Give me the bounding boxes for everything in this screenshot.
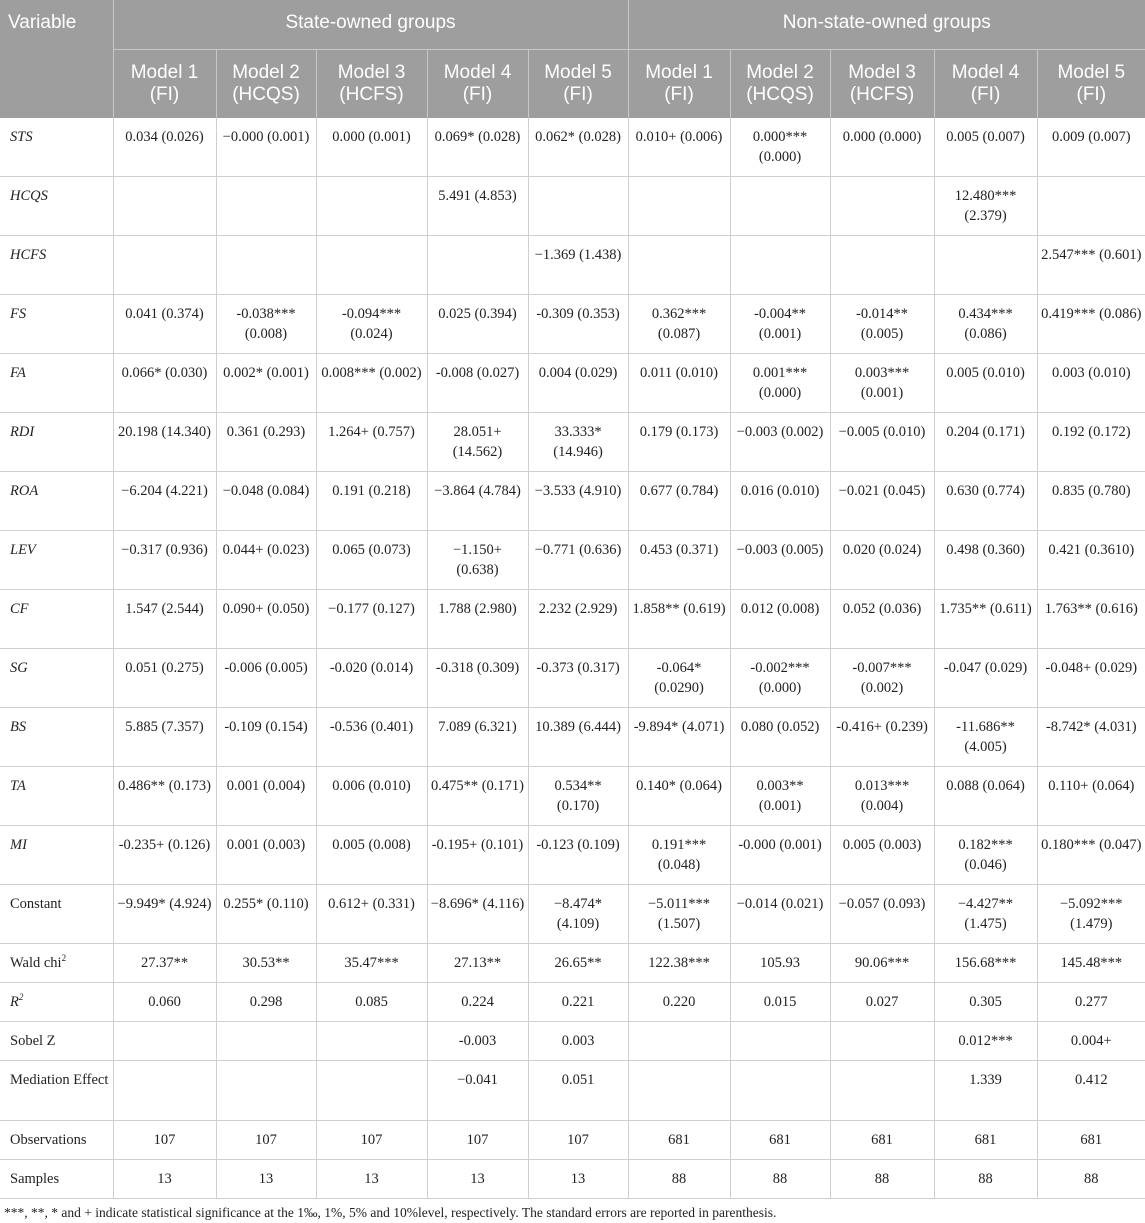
table-cell: 0.088 (0.064) — [934, 767, 1037, 826]
table-cell — [316, 1022, 427, 1061]
table-cell: 1.547 (2.544) — [113, 590, 216, 649]
table-cell: -0.094*** (0.024) — [316, 295, 427, 354]
table-cell: 0.090+ (0.050) — [216, 590, 316, 649]
table-cell: 88 — [628, 1160, 730, 1199]
model-header: Model 4 (FI) — [934, 49, 1037, 118]
table-cell: 0.534** (0.170) — [528, 767, 628, 826]
table-body — [0, 118, 1145, 1199]
row-label: LEV — [0, 531, 113, 590]
table-cell: 0.010+ (0.006) — [628, 118, 730, 177]
table-cell — [528, 177, 628, 236]
table-cell: −0.003 (0.002) — [730, 413, 830, 472]
row-label: TA — [0, 767, 113, 826]
table-cell: 0.069* (0.028) — [427, 118, 528, 177]
table-cell: 0.298 — [216, 983, 316, 1022]
table-cell: −0.771 (0.636) — [528, 531, 628, 590]
table-cell: 27.13** — [427, 944, 528, 983]
table-cell: -0.014** (0.005) — [830, 295, 934, 354]
table-cell: −4.427** (1.475) — [934, 885, 1037, 944]
table-cell: 0.003 (0.010) — [1037, 354, 1145, 413]
superscript: 2 — [18, 992, 24, 1003]
table-cell: 0.009 (0.007) — [1037, 118, 1145, 177]
table-cell: 0.498 (0.360) — [934, 531, 1037, 590]
table-cell — [730, 177, 830, 236]
table-cell: -0.020 (0.014) — [316, 649, 427, 708]
table-cell: 0.204 (0.171) — [934, 413, 1037, 472]
table-cell — [628, 1022, 730, 1061]
table-cell: 1.339 — [934, 1061, 1037, 1121]
table-cell: 0.000*** (0.000) — [730, 118, 830, 177]
row-label: Sobel Z — [0, 1022, 113, 1061]
table-cell: 0.003** (0.001) — [730, 767, 830, 826]
non-state-owned-header: Non-state-owned groups — [628, 0, 1145, 49]
table-row — [0, 708, 1145, 767]
table-cell: 5.885 (7.357) — [113, 708, 216, 767]
table-cell — [316, 1061, 427, 1121]
table-cell — [316, 236, 427, 295]
table-cell: 0.052 (0.036) — [830, 590, 934, 649]
table-cell: 0.224 — [427, 983, 528, 1022]
table-cell: 13 — [427, 1160, 528, 1199]
table-cell: -8.742* (4.031) — [1037, 708, 1145, 767]
table-cell: 0.066* (0.030) — [113, 354, 216, 413]
table-cell: -0.000 (0.001) — [730, 826, 830, 885]
table-cell — [216, 236, 316, 295]
table-cell: 0.140* (0.064) — [628, 767, 730, 826]
table-cell: −9.949* (4.924) — [113, 885, 216, 944]
table-cell: -0.048+ (0.029) — [1037, 649, 1145, 708]
table-cell: 0.004 (0.029) — [528, 354, 628, 413]
table-cell: 681 — [934, 1121, 1037, 1160]
table-row — [0, 649, 1145, 708]
variable-header: Variable — [0, 0, 113, 118]
table-cell — [113, 177, 216, 236]
table-cell: 26.65** — [528, 944, 628, 983]
table-cell: 0.361 (0.293) — [216, 413, 316, 472]
table-cell — [113, 1061, 216, 1121]
table-cell: 156.68*** — [934, 944, 1037, 983]
table-cell: −0.177 (0.127) — [316, 590, 427, 649]
table-cell: 0.062* (0.028) — [528, 118, 628, 177]
table-row — [0, 295, 1145, 354]
table-cell: 0.486** (0.173) — [113, 767, 216, 826]
table-cell: 0.020 (0.024) — [830, 531, 934, 590]
row-label: BS — [0, 708, 113, 767]
table-cell: 0.080 (0.052) — [730, 708, 830, 767]
table-cell: −3.533 (4.910) — [528, 472, 628, 531]
model-header: Model 3 (HCFS) — [830, 49, 934, 118]
table-cell — [1037, 177, 1145, 236]
table-cell — [427, 236, 528, 295]
row-label: Mediation Effect — [0, 1061, 113, 1121]
table-cell: 0.005 (0.010) — [934, 354, 1037, 413]
table-cell: -9.894* (4.071) — [628, 708, 730, 767]
table-row — [0, 1160, 1145, 1199]
table-cell: 107 — [113, 1121, 216, 1160]
table-cell: −0.057 (0.093) — [830, 885, 934, 944]
table-cell: 13 — [113, 1160, 216, 1199]
table-row — [0, 1022, 1145, 1061]
table-cell: 0.051 (0.275) — [113, 649, 216, 708]
table-cell: 0.110+ (0.064) — [1037, 767, 1145, 826]
table-cell: -11.686** (4.005) — [934, 708, 1037, 767]
table-cell: -0.536 (0.401) — [316, 708, 427, 767]
table-cell: 0.004+ — [1037, 1022, 1145, 1061]
table-cell — [216, 1022, 316, 1061]
table-row — [0, 236, 1145, 295]
state-owned-header: State-owned groups — [113, 0, 628, 49]
table-cell: −5.011*** (1.507) — [628, 885, 730, 944]
table-cell — [730, 1022, 830, 1061]
table-cell: 107 — [528, 1121, 628, 1160]
table-cell: -0.309 (0.353) — [528, 295, 628, 354]
table-cell: 0.191 (0.218) — [316, 472, 427, 531]
table-cell: 105.93 — [730, 944, 830, 983]
table-cell: 0.012 (0.008) — [730, 590, 830, 649]
table-cell: 5.491 (4.853) — [427, 177, 528, 236]
table-row — [0, 354, 1145, 413]
table-cell: 0.001 (0.003) — [216, 826, 316, 885]
table-row — [0, 118, 1145, 177]
table-cell: 0.027 — [830, 983, 934, 1022]
table-cell: 0.000 (0.000) — [830, 118, 934, 177]
table-cell: 681 — [1037, 1121, 1145, 1160]
table-cell — [830, 236, 934, 295]
table-cell: 1.763** (0.616) — [1037, 590, 1145, 649]
table-cell: 0.277 — [1037, 983, 1145, 1022]
table-cell: 10.389 (6.444) — [528, 708, 628, 767]
table-row — [0, 590, 1145, 649]
table-cell: 7.089 (6.321) — [427, 708, 528, 767]
table-cell — [830, 177, 934, 236]
table-cell: 13 — [316, 1160, 427, 1199]
table-cell: 0.192 (0.172) — [1037, 413, 1145, 472]
table-cell: 0.475** (0.171) — [427, 767, 528, 826]
table-cell: 0.003 — [528, 1022, 628, 1061]
table-cell: −1.369 (1.438) — [528, 236, 628, 295]
table-cell: −0.021 (0.045) — [830, 472, 934, 531]
table-cell: −0.000 (0.001) — [216, 118, 316, 177]
table-cell: −0.003 (0.005) — [730, 531, 830, 590]
table-cell — [628, 177, 730, 236]
table-footnote: ***, **, * and + indicate statistical significance at the 1‰, 1%, 5% and 10%level, respectively. The standard errors are reported in parenthesis. — [4, 1205, 777, 1220]
model-header: Model 1 (FI) — [113, 49, 216, 118]
table-cell: 0.060 — [113, 983, 216, 1022]
table-cell: -0.038*** (0.008) — [216, 295, 316, 354]
table-cell: 0.220 — [628, 983, 730, 1022]
table-row — [0, 1121, 1145, 1160]
table-cell: 0.085 — [316, 983, 427, 1022]
table-cell: -0.007*** (0.002) — [830, 649, 934, 708]
table-cell: 88 — [934, 1160, 1037, 1199]
table-cell — [730, 1061, 830, 1121]
model-header: Model 5 (FI) — [1037, 49, 1145, 118]
row-label: HCQS — [0, 177, 113, 236]
table-cell: 2.547*** (0.601) — [1037, 236, 1145, 295]
table-cell: 2.232 (2.929) — [528, 590, 628, 649]
table-cell: 0.362*** (0.087) — [628, 295, 730, 354]
table-cell — [830, 1022, 934, 1061]
table-cell: 0.835 (0.780) — [1037, 472, 1145, 531]
table-cell: -0.123 (0.109) — [528, 826, 628, 885]
table-cell: 88 — [1037, 1160, 1145, 1199]
superscript: 2 — [61, 953, 67, 964]
table-row — [0, 531, 1145, 590]
table-cell: 0.001*** (0.000) — [730, 354, 830, 413]
table-cell: 0.255* (0.110) — [216, 885, 316, 944]
row-label: CF — [0, 590, 113, 649]
table-row — [0, 1061, 1145, 1121]
table-cell: -0.195+ (0.101) — [427, 826, 528, 885]
table-row — [0, 983, 1145, 1022]
table-cell: −1.150+ (0.638) — [427, 531, 528, 590]
table-cell: 0.013*** (0.004) — [830, 767, 934, 826]
row-label: HCFS — [0, 236, 113, 295]
row-label: ROA — [0, 472, 113, 531]
table-row — [0, 177, 1145, 236]
table-cell: 0.015 — [730, 983, 830, 1022]
table-cell — [113, 1022, 216, 1061]
table-cell: 681 — [628, 1121, 730, 1160]
row-label: MI — [0, 826, 113, 885]
table-cell: −6.204 (4.221) — [113, 472, 216, 531]
table-cell: 0.006 (0.010) — [316, 767, 427, 826]
table-cell: 88 — [830, 1160, 934, 1199]
table-cell — [628, 236, 730, 295]
table-cell: -0.006 (0.005) — [216, 649, 316, 708]
table-cell: −0.014 (0.021) — [730, 885, 830, 944]
model-header: Model 4 (FI) — [427, 49, 528, 118]
table-cell: 107 — [427, 1121, 528, 1160]
table-cell: 0.000 (0.001) — [316, 118, 427, 177]
table-cell: 90.06*** — [830, 944, 934, 983]
table-cell: 0.630 (0.774) — [934, 472, 1037, 531]
table-cell: 0.180*** (0.047) — [1037, 826, 1145, 885]
table-cell: -0.047 (0.029) — [934, 649, 1037, 708]
table-cell: 30.53** — [216, 944, 316, 983]
table-cell — [216, 177, 316, 236]
row-label: RDI — [0, 413, 113, 472]
model-header: Model 1 (FI) — [628, 49, 730, 118]
table-cell: 0.182*** (0.046) — [934, 826, 1037, 885]
table-cell: 0.005 (0.003) — [830, 826, 934, 885]
table-cell: 0.677 (0.784) — [628, 472, 730, 531]
table-cell: −0.005 (0.010) — [830, 413, 934, 472]
table-cell: 0.008*** (0.002) — [316, 354, 427, 413]
table-cell: 27.37** — [113, 944, 216, 983]
table-cell: 0.421 (0.3610) — [1037, 531, 1145, 590]
table-cell: −0.048 (0.084) — [216, 472, 316, 531]
table-cell: 0.005 (0.008) — [316, 826, 427, 885]
table-cell: -0.003 — [427, 1022, 528, 1061]
table-cell: 0.065 (0.073) — [316, 531, 427, 590]
table-cell: 122.38*** — [628, 944, 730, 983]
table-cell — [934, 236, 1037, 295]
table-row — [0, 826, 1145, 885]
table-cell: 0.002* (0.001) — [216, 354, 316, 413]
table-row — [0, 944, 1145, 983]
table-cell — [316, 177, 427, 236]
table-cell: 13 — [528, 1160, 628, 1199]
table-cell: −5.092*** (1.479) — [1037, 885, 1145, 944]
row-label: Constant — [0, 885, 113, 944]
table-cell: 0.025 (0.394) — [427, 295, 528, 354]
table-cell: 33.333* (14.946) — [528, 413, 628, 472]
row-label: FA — [0, 354, 113, 413]
table-cell: 28.051+ (14.562) — [427, 413, 528, 472]
table-cell: 107 — [216, 1121, 316, 1160]
table-cell: 1.788 (2.980) — [427, 590, 528, 649]
table-cell: −3.864 (4.784) — [427, 472, 528, 531]
table-cell: -0.373 (0.317) — [528, 649, 628, 708]
table-cell: 1.264+ (0.757) — [316, 413, 427, 472]
table-cell: 107 — [316, 1121, 427, 1160]
table-cell: −8.474* (4.109) — [528, 885, 628, 944]
table-row — [0, 885, 1145, 944]
table-cell: 0.221 — [528, 983, 628, 1022]
table-cell — [730, 236, 830, 295]
table-cell: 0.003*** (0.001) — [830, 354, 934, 413]
model-header: Model 2 (HCQS) — [216, 49, 316, 118]
table-cell: 681 — [730, 1121, 830, 1160]
table-cell: 0.179 (0.173) — [628, 413, 730, 472]
table-row — [0, 767, 1145, 826]
table-cell: -0.008 (0.027) — [427, 354, 528, 413]
table-cell: 0.044+ (0.023) — [216, 531, 316, 590]
row-label: FS — [0, 295, 113, 354]
table-cell: 0.051 — [528, 1061, 628, 1121]
row-label: STS — [0, 118, 113, 177]
table-cell: 145.48*** — [1037, 944, 1145, 983]
table-cell: 0.305 — [934, 983, 1037, 1022]
table-cell — [830, 1061, 934, 1121]
model-header: Model 2 (HCQS) — [730, 49, 830, 118]
table-cell: 12.480*** (2.379) — [934, 177, 1037, 236]
model-header: Model 5 (FI) — [528, 49, 628, 118]
row-label: Wald chi$^2$ — [0, 944, 113, 983]
table-cell: 0.419*** (0.086) — [1037, 295, 1145, 354]
table-cell: 35.47*** — [316, 944, 427, 983]
table-cell: 0.041 (0.374) — [113, 295, 216, 354]
model-header: Model 3 (HCFS) — [316, 49, 427, 118]
table-cell — [113, 236, 216, 295]
table-cell: 0.011 (0.010) — [628, 354, 730, 413]
row-label: Observations — [0, 1121, 113, 1160]
table-cell: 0.453 (0.371) — [628, 531, 730, 590]
table-cell — [628, 1061, 730, 1121]
table-cell: 0.012*** — [934, 1022, 1037, 1061]
table-cell: −0.317 (0.936) — [113, 531, 216, 590]
table-cell: -0.235+ (0.126) — [113, 826, 216, 885]
table-cell: -0.002*** (0.000) — [730, 649, 830, 708]
table-cell: 13 — [216, 1160, 316, 1199]
table-cell: 0.001 (0.004) — [216, 767, 316, 826]
table-cell: 0.005 (0.007) — [934, 118, 1037, 177]
model-header-row — [0, 49, 1145, 118]
table-cell — [216, 1061, 316, 1121]
table-cell: 88 — [730, 1160, 830, 1199]
row-label: $R^2$ — [0, 983, 113, 1022]
row-label: Samples — [0, 1160, 113, 1199]
table-cell: 681 — [830, 1121, 934, 1160]
table-cell: -0.004** (0.001) — [730, 295, 830, 354]
table-cell: 0.434*** (0.086) — [934, 295, 1037, 354]
table-cell: 0.191*** (0.048) — [628, 826, 730, 885]
table-cell: 0.412 — [1037, 1061, 1145, 1121]
table-cell: -0.416+ (0.239) — [830, 708, 934, 767]
table-cell: 1.858** (0.619) — [628, 590, 730, 649]
table-row — [0, 472, 1145, 531]
table-cell: 0.016 (0.010) — [730, 472, 830, 531]
table-cell: 0.612+ (0.331) — [316, 885, 427, 944]
table-cell: -0.064* (0.0290) — [628, 649, 730, 708]
table-cell: 1.735** (0.611) — [934, 590, 1037, 649]
row-label: SG — [0, 649, 113, 708]
table-cell: 0.034 (0.026) — [113, 118, 216, 177]
table-cell: 20.198 (14.340) — [113, 413, 216, 472]
table-cell: -0.318 (0.309) — [427, 649, 528, 708]
table-cell: −8.696* (4.116) — [427, 885, 528, 944]
table-cell: -0.109 (0.154) — [216, 708, 316, 767]
table-cell: −0.041 — [427, 1061, 528, 1121]
table-row — [0, 413, 1145, 472]
